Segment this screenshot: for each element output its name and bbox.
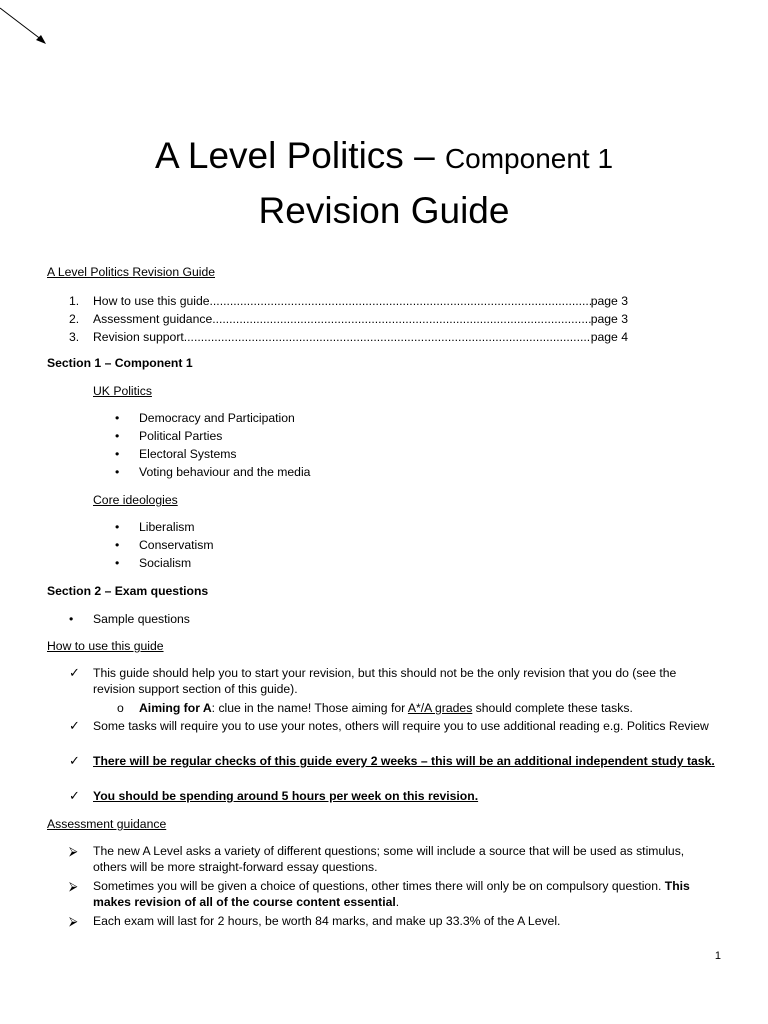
section1-heading: Section 1 – Component 1 bbox=[47, 356, 193, 370]
corner-arrow-icon bbox=[0, 0, 60, 60]
toc-item-1 bbox=[69, 293, 628, 309]
bullet-icon: • bbox=[115, 447, 120, 461]
bullet-icon: • bbox=[115, 429, 120, 443]
toc-item-2 bbox=[69, 311, 628, 327]
section2-heading: Section 2 – Exam questions bbox=[47, 584, 209, 598]
toc-num: 3. bbox=[69, 330, 80, 344]
bullet-icon: • bbox=[69, 612, 74, 626]
assessment-heading: Assessment guidance bbox=[47, 817, 167, 831]
list-item: • Electoral Systems bbox=[115, 447, 237, 461]
list-item: ✓ There will be regular checks of this guide every 2 weeks – this will be an additional independent study task. bbox=[69, 753, 715, 768]
check-icon: ✓ bbox=[69, 665, 80, 680]
core-ideologies-heading: Core ideologies bbox=[93, 493, 178, 507]
arrowhead-bullet-icon: ⮚ bbox=[69, 879, 78, 893]
document-title bbox=[0, 130, 768, 237]
title-component: Component 1 bbox=[444, 143, 614, 174]
toc-page: page 3 bbox=[590, 312, 628, 326]
toc-item-3 bbox=[69, 329, 628, 345]
list-item: • Sample questions bbox=[69, 612, 190, 626]
bullet-icon: • bbox=[115, 520, 120, 534]
toc-text: Assessment guidance bbox=[93, 312, 213, 326]
list-item: • Conservatism bbox=[115, 538, 214, 552]
title-line2: Revision Guide bbox=[258, 190, 510, 231]
list-item: ⮚ The new A Level asks a variety of different questions; some will include a source that will be used as stimulus, others will be more straight-forward essay questions. bbox=[69, 844, 685, 874]
bullet-icon: • bbox=[115, 465, 120, 479]
toc-text: How to use this guide bbox=[93, 294, 210, 308]
arrowhead-bullet-icon: ⮚ bbox=[69, 914, 78, 928]
list-item: ⮚ Sometimes you will be given a choice of questions, other times there will only be on compulsory question. This makes revision of all of the course content essential. bbox=[69, 879, 690, 909]
toc-page: page 3 bbox=[590, 294, 628, 308]
list-item: ✓ This guide should help you to start your revision, but this should not be the only revision that you do (see the revision support section of this guide). bbox=[69, 665, 677, 696]
list-item: • Socialism bbox=[115, 556, 192, 570]
bullet-icon: • bbox=[115, 411, 120, 425]
list-item: • Liberalism bbox=[115, 520, 195, 534]
check-icon: ✓ bbox=[69, 753, 80, 768]
list-item: ⮚ Each exam will last for 2 hours, be worth 84 marks, and make up 33.3% of the A Level. bbox=[69, 914, 561, 928]
toc-leader bbox=[184, 329, 591, 345]
check-icon: ✓ bbox=[69, 718, 80, 733]
list-item: • Democracy and Participation bbox=[115, 411, 295, 425]
list-item: ✓ You should be spending around 5 hours per week on this revision. bbox=[69, 788, 479, 803]
toc-num: 2. bbox=[69, 312, 80, 326]
toc-leader bbox=[212, 311, 590, 327]
toc-page: page 4 bbox=[590, 330, 628, 344]
title-main: A Level Politics – bbox=[154, 135, 445, 176]
list-item: o Aiming for A: clue in the name! Those aiming for A*/A grades should complete these tasks. bbox=[117, 701, 633, 715]
page-number: 1 bbox=[714, 950, 721, 962]
toc-leader bbox=[210, 293, 591, 309]
bullet-icon: • bbox=[115, 556, 120, 570]
circle-bullet-icon: o bbox=[117, 701, 124, 715]
how-to-use-heading: How to use this guide bbox=[47, 639, 164, 653]
toc-heading: A Level Politics Revision Guide bbox=[47, 265, 215, 279]
toc-text: Revision support bbox=[93, 330, 184, 344]
uk-politics-heading: UK Politics bbox=[93, 384, 152, 398]
list-item: ✓ Some tasks will require you to use your notes, others will require you to use additional reading e.g. Politics Review bbox=[69, 718, 709, 733]
arrowhead-bullet-icon: ⮚ bbox=[69, 844, 78, 858]
check-icon: ✓ bbox=[69, 788, 80, 803]
toc-num: 1. bbox=[69, 294, 80, 308]
list-item: • Political Parties bbox=[115, 429, 223, 443]
list-item: • Voting behaviour and the media bbox=[115, 465, 311, 479]
bullet-icon: • bbox=[115, 538, 120, 552]
